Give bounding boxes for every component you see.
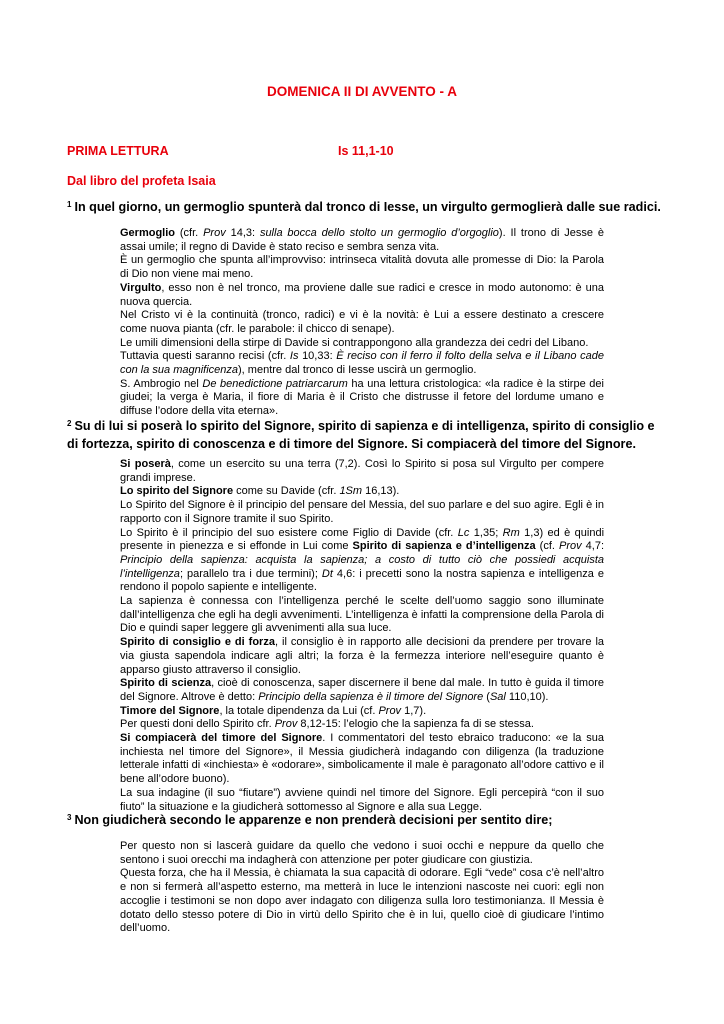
commentary-paragraph: Germoglio (cfr. Prov 14,3: sulla bocca dello stolto un germoglio d’orgoglio). Il trono di Jesse è assai umile; il regno di Davide è stato reciso e sembra senza vita. — [120, 227, 604, 253]
commentary-paragraph: Tuttavia questi saranno recisi (cfr. Is 10,33: È reciso con il ferro il folto della selva e il Libano cade con la sua magnificenza), mentre dal tronco di Iesse uscirà un germoglio. — [120, 350, 605, 377]
commentary-paragraph: Virgulto, esso non è nel tronco, ma proviene dalle sue radici e cresce in modo autonomo: è una nuova quercia. — [120, 281, 604, 308]
commentary-paragraph: È un germoglio che spunta all’improvviso: intrinseca vitalità dovuta alle promesse di Dio: la Parola di Dio non viene mai meno. — [120, 254, 604, 281]
commentary-paragraph: S. Ambrogio nel De benedictione patriarcarum ha una lettura cristologica: «la radice è la stirpe dei giudei; la verga è Maria, il fiore di Maria è il Cristo che distrusse il fetore del lordume umano e diffuse l’odore della vita eterna». — [120, 377, 604, 418]
verse-text: Non giudicherà secondo le apparenze e non prenderà decisioni per sentito dire; — [74, 813, 553, 827]
commentary-paragraph: Spirito di consiglio e di forza, il consiglio è in rapporto alle decisioni da prendere per trovare la via giusta sapendola indicare agli altri; la forza è la fermezza interiore nell’eseguire quanto è apparso giusto attraverso il consiglio. — [120, 636, 605, 676]
commentary-paragraph: Questa forza, che ha il Messia, è chiamata la sua capacità di odorare. Egli “vede” cosa c’è nell’altro e non si fermerà all’aspetto esterno, ma metterà in luce le intenzioni nascoste nei cuori: egli non accoglie i testimoni se non dopo aver indagato con diligenza sulla loro testimonianza. Il Messia è dotato dello stesso potere di Dio in virtù dello Spirito che è in lui, quello cioè di giudicare l’intimo dell’uomo. — [120, 867, 604, 935]
verse-1 — [67, 198, 667, 216]
commentary-verse-1 — [120, 227, 604, 419]
commentary-paragraph: Si poserà, come un esercito su una terra (7,2). Così lo Spirito si posa sul Virgulto per compere grandi imprese. — [120, 458, 604, 484]
verse-number: 2 — [67, 419, 72, 428]
verse-number: 1 — [67, 200, 72, 209]
commentary-paragraph: Si compiacerà del timore del Signore. I commentatori del testo ebraico traducono: «e la sua inchiesta nel timore del Signore», il Messia giudicherà indagando con diligenza (la traduzione letterale infatti di «inchiesta» è «odorare», simbolicamente il male è paragonato all’odore cattivo e il bene all’odore buono). — [120, 732, 604, 786]
verse-text: Su di lui si poserà lo spirito del Signore, spirito di sapienza e di intelligenza, spirito di consiglio e di fortezza, spirito di conoscenza e di timore del Signore. Si compiacerà del timore del Signore. — [67, 419, 655, 451]
commentary-verse-3 — [120, 840, 604, 936]
page-title: DOMENICA II DI AVVENTO - A — [266, 84, 457, 99]
commentary-paragraph: Lo Spirito è il principio del suo esistere come Figlio di Davide (cfr. Lc 1,35; Rm 1,3) ed è quindi presente in pienezza e si effonde in Lui come Spirito di sapienza e d’intelligenza (cf. Prov 4,7: Principio della sapienza: acquista la sapienza; a costo di tutto ciò che possiedi acquista l’intelligenza; parallelo tra i due termini); Dt 4,6: i precetti sono la nostra sapienza e intelligenza e rendono il popolo sapiente e intelligente. — [120, 526, 605, 594]
reading-label: PRIMA LETTURA — [67, 144, 169, 158]
commentary-paragraph: Timore del Signore, la totale dipendenza da Lui (cf. Prov 1,7). — [120, 704, 427, 717]
commentary-paragraph: La sapienza è connessa con l’intelligenza perché le scelte dell’uomo saggio sono illuminate dall’intelligenza che egli ha degli avvenimenti. L’intelligenza è infatti la comprensione della Parola di Dio e quindi saper leggere gli avvenimenti alla sua luce. — [120, 595, 604, 635]
verse-3 — [67, 811, 667, 829]
commentary-paragraph: Nel Cristo vi è la continuità (tronco, radici) e vi è la novità: è Lui a essere destinato a crescere come nuova pianta (cfr. le parabole: il chicco di senape). — [120, 309, 604, 335]
commentary-paragraph: La sua indagine (il suo “fiutare”) avviene quindi nel timore del Signore. Egli percepirà “con il suo fiuto” la situazione e la giudicherà sottomesso al Signore e alla sua Legge. — [120, 786, 604, 813]
reading-reference: Is 11,1-10 — [338, 144, 394, 158]
commentary-paragraph: Per questo non si lascerà guidare da quello che vedono i suoi occhi e neppure da quello che sentono i suoi orecchi ma indagherà con attenzione per poter giudicare con giustizia. — [120, 840, 604, 866]
verse-text: In quel giorno, un germoglio spunterà dal tronco di Iesse, un virgulto germoglierà dalle sue radici. — [74, 200, 661, 214]
commentary-verse-2 — [120, 458, 604, 814]
verse-2 — [67, 417, 667, 453]
commentary-paragraph: Spirito di scienza, cioè di conoscenza, saper discernere il bene dal male. In tutto è guida il timore del Signore. Altrove è detto: Principio della sapienza è il timore del Signore (Sal 110,10). — [120, 677, 604, 703]
commentary-paragraph: Lo Spirito del Signore è il principio del pensare del Messia, del suo parlare e del suo agire. Egli è in rapporto con il Signore tramite il suo Spirito. — [120, 499, 604, 525]
commentary-paragraph: Le umili dimensioni della stirpe di Davide si contrappongono alla grandezza dei cedri del Libano. — [120, 336, 589, 349]
commentary-paragraph: Lo spirito del Signore come su Davide (cfr. 1Sm 16,13). — [120, 485, 400, 498]
commentary-paragraph: Per questi doni dello Spirito cfr. Prov 8,12-15: l’elogio che la sapienza fa di se stessa. — [120, 718, 534, 731]
book-source: Dal libro del profeta Isaia — [67, 174, 216, 188]
verse-number: 3 — [67, 813, 72, 822]
